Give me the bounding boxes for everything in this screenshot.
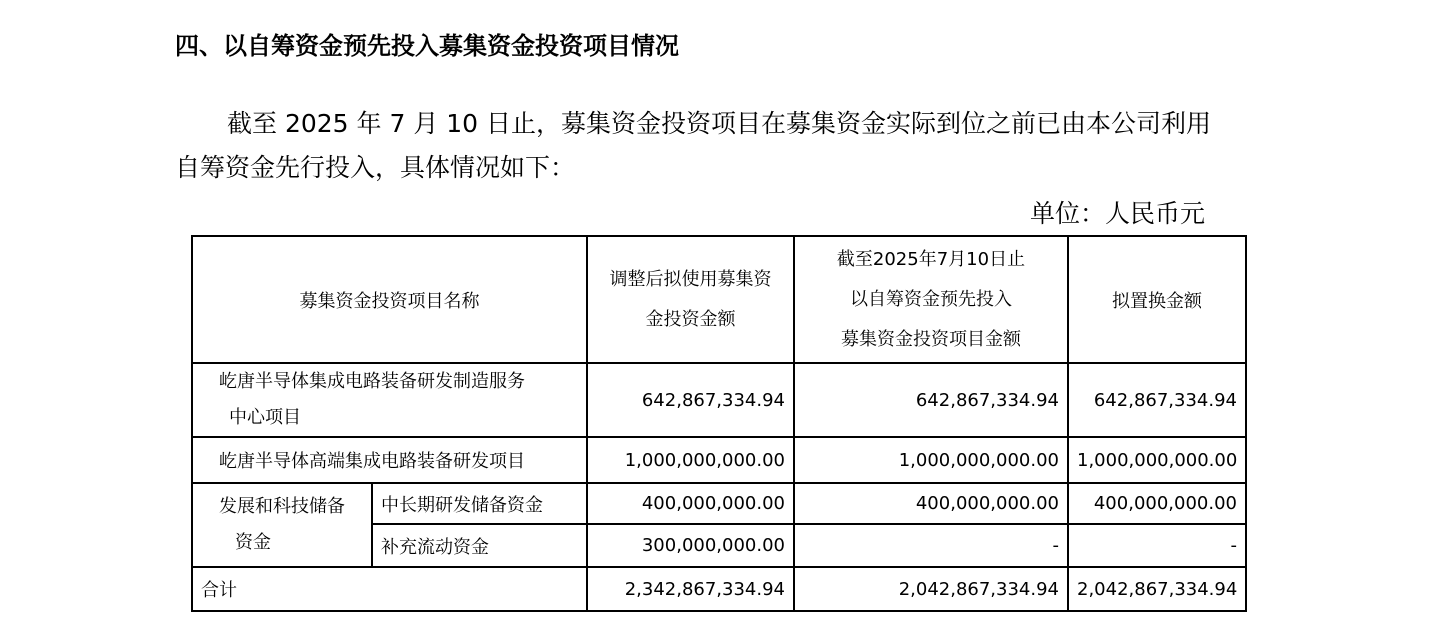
- section-heading: 四、以自筹资金预先投入募集资金投资项目情况: [175, 32, 679, 60]
- replace-amount-cell: 400,000,000.00: [1068, 483, 1246, 524]
- investment-table: [191, 235, 1247, 612]
- header-adjusted-line-2: 金投资金额: [645, 308, 736, 330]
- table-row: [192, 437, 1246, 483]
- header-replace-amount: 拟置换金额: [1068, 236, 1246, 363]
- prepaid-amount-cell: -: [794, 524, 1068, 567]
- total-prepaid-amount: 2,042,867,334.94: [794, 567, 1068, 611]
- paragraph-line-2: 自筹资金先行投入，具体情况如下：: [175, 153, 576, 182]
- header-prepaid-line-1: 截至2025年7月10日止: [836, 248, 1026, 270]
- table-header-row: [192, 236, 1246, 363]
- sub-project-name: 补充流动资金: [372, 524, 587, 567]
- prepaid-amount-cell: 642,867,334.94: [794, 363, 1068, 437]
- total-label: 合计: [192, 567, 587, 611]
- sub-project-name: 中长期研发储备资金: [372, 483, 587, 524]
- prepaid-amount-cell: 1,000,000,000.00: [794, 437, 1068, 483]
- adjusted-amount-cell: 1,000,000,000.00: [587, 437, 794, 483]
- header-prepaid-line-2: 以自筹资金预先投入: [850, 288, 1012, 310]
- header-adjusted-amount: [587, 236, 794, 363]
- total-replace-amount: 2,042,867,334.94: [1068, 567, 1246, 611]
- project-name-line-2: 中心项目: [229, 407, 301, 428]
- group-name-line-1: 发展和科技储备: [219, 496, 345, 517]
- adjusted-amount-cell: 300,000,000.00: [587, 524, 794, 567]
- header-adjusted-line-1: 调整后拟使用募集资: [609, 268, 772, 290]
- table-row: [192, 483, 1246, 524]
- project-name-cell: [192, 363, 587, 437]
- paragraph-line-1: 截至 2025 年 7 月 10 日止，募集资金投资项目在募集资金实际到位之前已由本公司利用: [227, 109, 1212, 138]
- header-project-name: 募集资金投资项目名称: [192, 236, 587, 363]
- header-prepaid-line-3: 募集资金投资项目金额: [841, 328, 1021, 350]
- project-name-cell: [192, 437, 587, 483]
- table-total-row: [192, 567, 1246, 611]
- intro-paragraph: [175, 102, 1275, 190]
- table-row: [192, 363, 1246, 437]
- replace-amount-cell: -: [1068, 524, 1246, 567]
- header-prepaid-amount: [794, 236, 1068, 363]
- project-name-line-1: 屹唐半导体集成电路装备研发制造服务: [219, 371, 525, 392]
- adjusted-amount-cell: 642,867,334.94: [587, 363, 794, 437]
- adjusted-amount-cell: 400,000,000.00: [587, 483, 794, 524]
- group-name-cell: [192, 483, 372, 567]
- project-name: 屹唐半导体高端集成电路装备研发项目: [219, 451, 525, 472]
- replace-amount-cell: 1,000,000,000.00: [1068, 437, 1246, 483]
- prepaid-amount-cell: 400,000,000.00: [794, 483, 1068, 524]
- group-name-line-2: 资金: [235, 532, 271, 553]
- replace-amount-cell: 642,867,334.94: [1068, 363, 1246, 437]
- total-adjusted-amount: 2,342,867,334.94: [587, 567, 794, 611]
- unit-label: 单位：人民币元: [1030, 199, 1206, 228]
